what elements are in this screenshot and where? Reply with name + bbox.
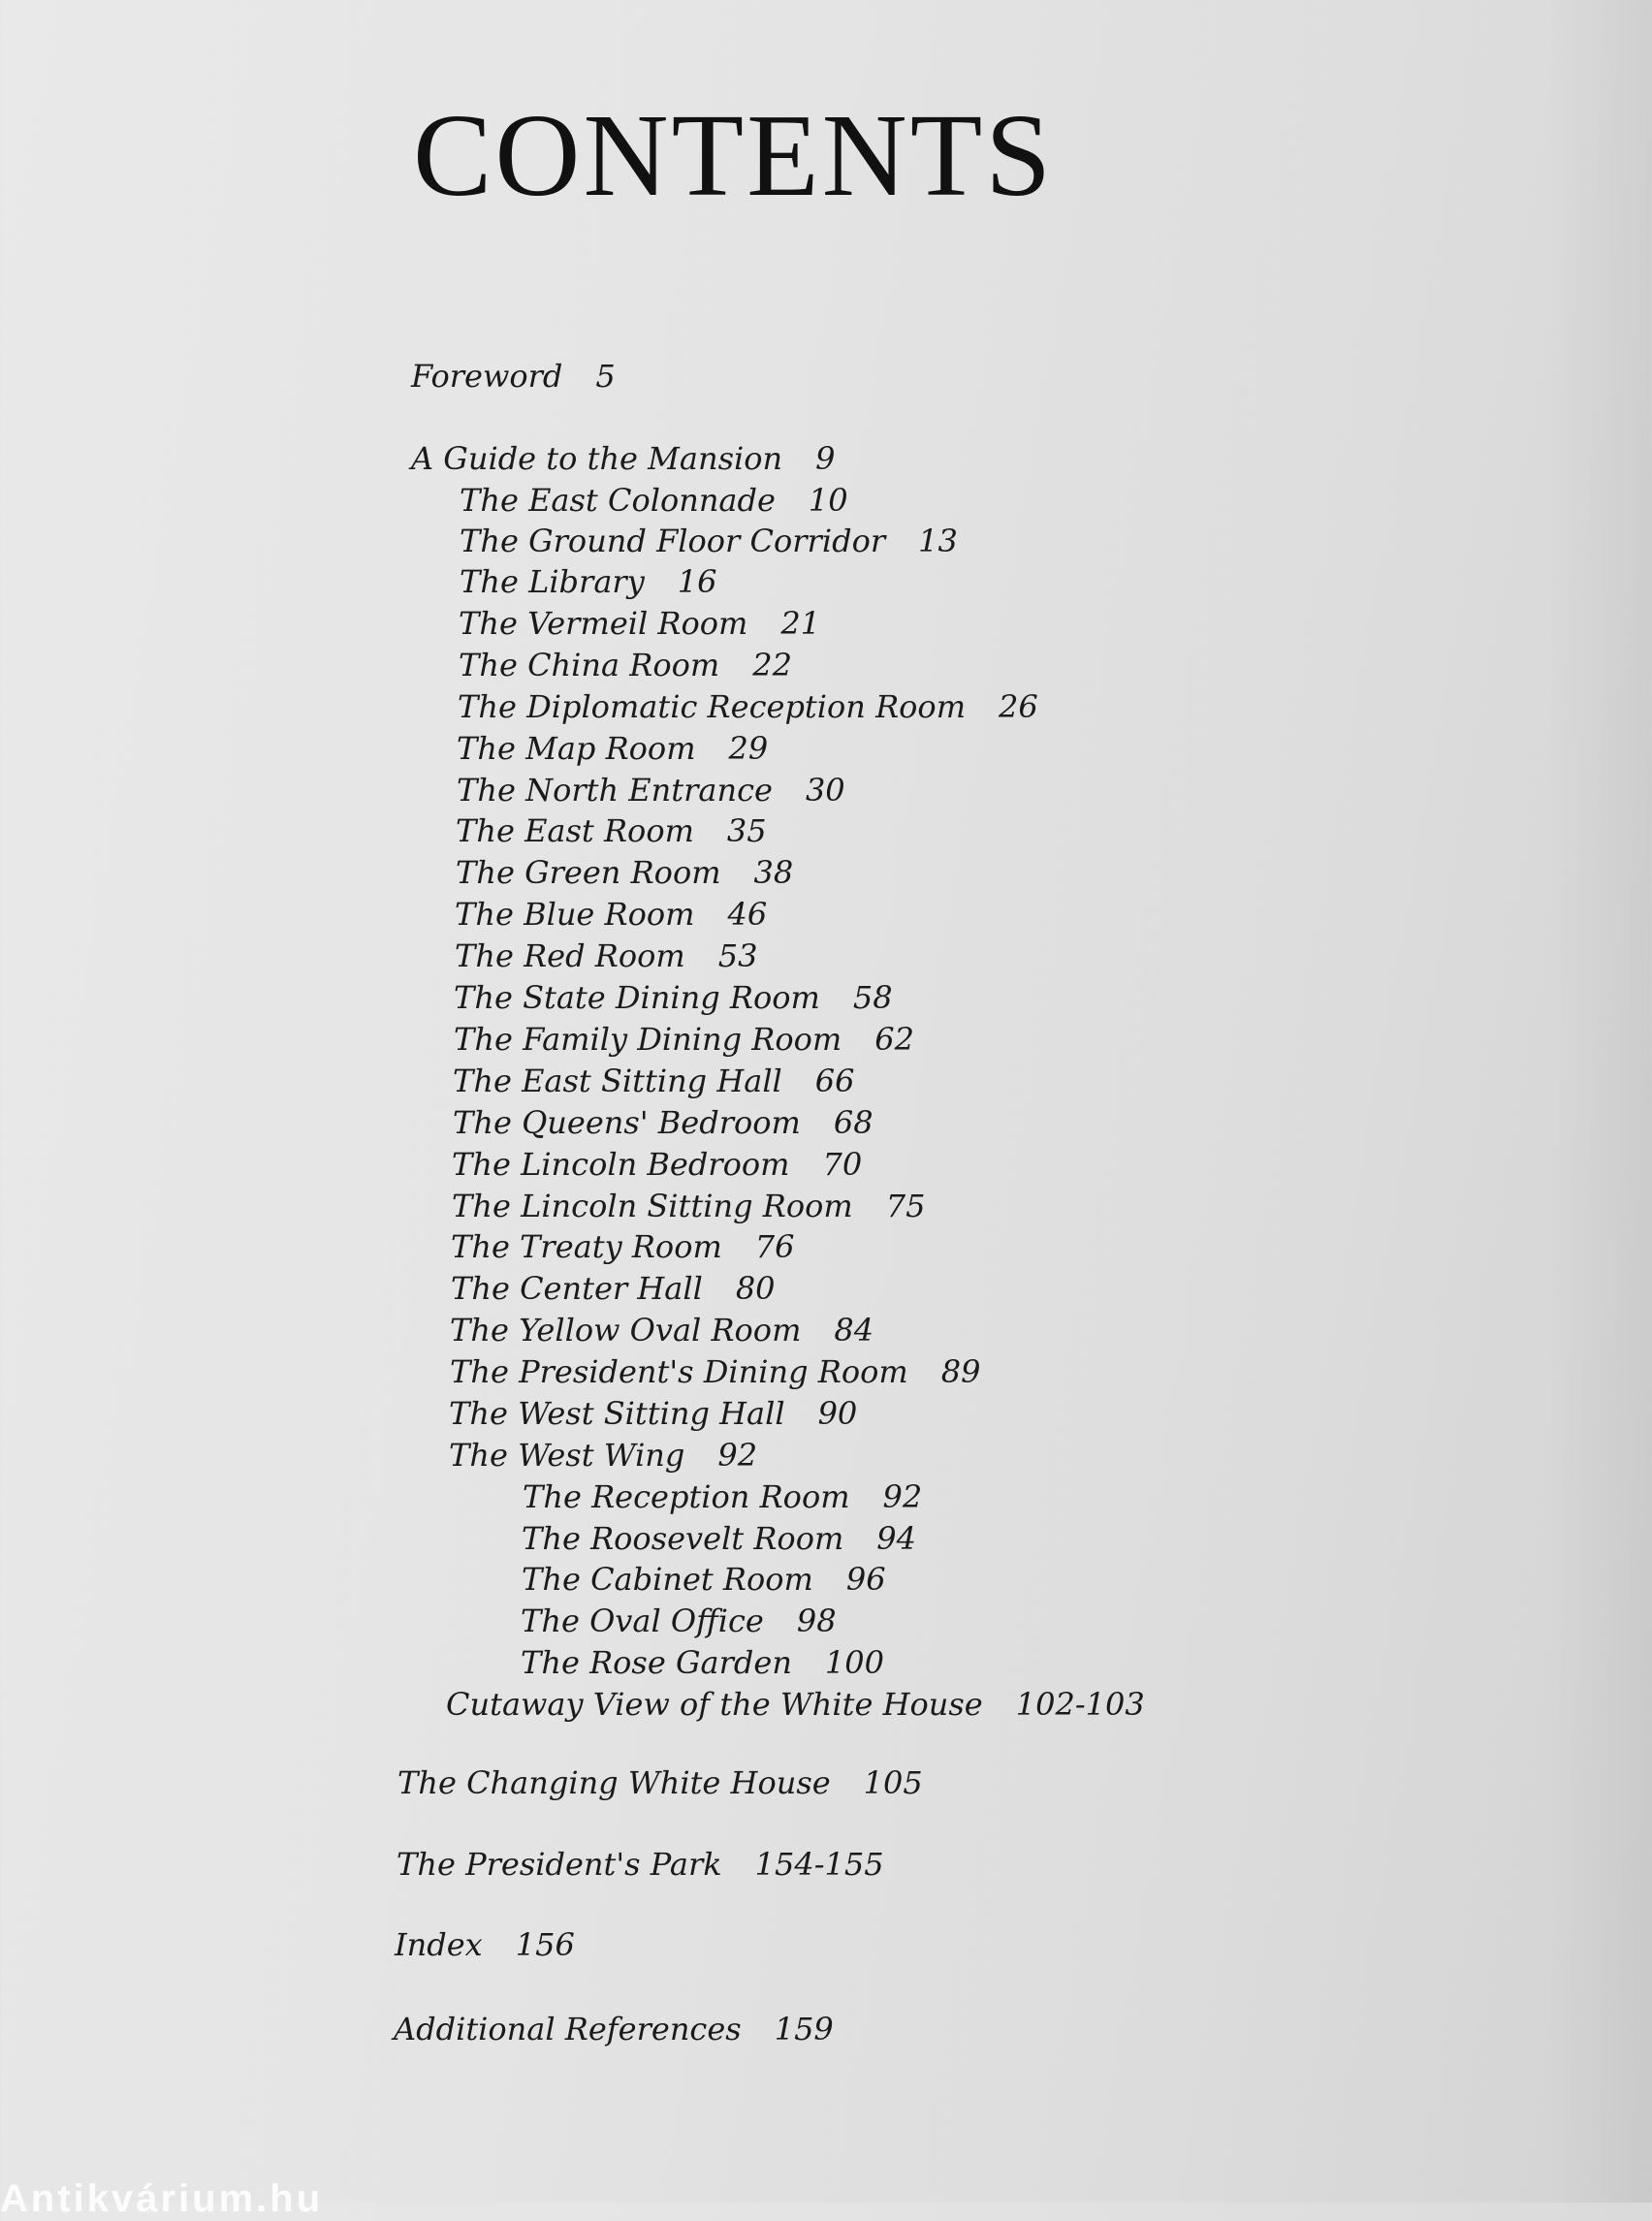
toc-entry-title: The State Dining Room xyxy=(454,979,820,1016)
toc-entry-title: The Map Room xyxy=(457,730,696,767)
page-title: CONTENTS xyxy=(413,90,1055,221)
toc-entry xyxy=(457,730,769,767)
toc-entry xyxy=(454,1021,914,1058)
toc-entry-page: 26 xyxy=(999,688,1038,725)
toc-entry xyxy=(450,1312,874,1348)
toc-entry xyxy=(522,1520,917,1557)
toc-entry-page: 80 xyxy=(735,1270,776,1307)
toc-entry-title: The East Colonnade xyxy=(460,482,776,519)
toc-entry-page: 16 xyxy=(677,563,717,600)
toc-entry-page: 154-155 xyxy=(754,1846,884,1883)
toc-entry-page: 68 xyxy=(833,1104,874,1141)
toc-entry xyxy=(452,1146,863,1183)
toc-entry-title: The Green Room xyxy=(456,854,721,891)
toc-entry-page: 9 xyxy=(815,440,836,477)
toc-entry xyxy=(451,1228,795,1265)
toc-entry xyxy=(446,1686,1145,1723)
toc-entry-title: Cutaway View of the White House xyxy=(446,1686,983,1723)
toc-entry-page: 22 xyxy=(752,647,792,683)
toc-entry xyxy=(458,688,1038,725)
toc-entry-page: 62 xyxy=(874,1021,914,1058)
toc-entry-page: 76 xyxy=(754,1228,795,1265)
toc-entry xyxy=(452,1190,925,1222)
toc-entry-title: Index xyxy=(395,1926,483,1963)
toc-entry xyxy=(450,1353,981,1390)
toc-entry-title: The Lincoln Sitting Room xyxy=(452,1188,853,1224)
toc-entry xyxy=(411,358,616,395)
toc-entry-page: 159 xyxy=(774,2011,834,2047)
toc-entry-title: The Lincoln Bedroom xyxy=(452,1146,790,1183)
toc-entry-title: The West Wing xyxy=(449,1437,685,1474)
toc-entry xyxy=(460,563,717,600)
watermark-text: Antikvárium.hu xyxy=(0,2177,324,2220)
toc-entry-title: The Queens' Bedroom xyxy=(453,1104,801,1141)
toc-entry-page: 105 xyxy=(863,1764,923,1801)
toc-entry-title: Foreword xyxy=(411,358,563,395)
toc-entry-page: 5 xyxy=(595,358,616,395)
toc-entry xyxy=(455,896,768,933)
toc-entry-page: 21 xyxy=(780,605,821,642)
toc-entry-title: The President's Park xyxy=(397,1846,722,1883)
toc-entry-page: 92 xyxy=(882,1478,923,1515)
toc-entry-title: The Cabinet Room xyxy=(522,1561,813,1598)
toc-entry-title: The East Sitting Hall xyxy=(453,1063,782,1099)
toc-entry-title: The Changing White House xyxy=(397,1764,831,1801)
toc-entry xyxy=(395,1926,575,1963)
toc-entry-title: The Reception Room xyxy=(523,1478,850,1515)
toc-entry-page: 102-103 xyxy=(1015,1686,1145,1723)
toc-entry-title: The Oval Office xyxy=(521,1602,764,1639)
toc-entry xyxy=(457,772,845,809)
toc-entry-page: 38 xyxy=(753,854,794,891)
toc-entry-page: 98 xyxy=(796,1602,837,1639)
toc-entry-title: The West Sitting Hall xyxy=(449,1395,785,1432)
toc-entry xyxy=(394,2011,834,2047)
toc-entry xyxy=(449,1395,858,1432)
toc-entry-title: The Blue Room xyxy=(455,896,695,933)
toc-entry-page: 75 xyxy=(885,1188,926,1224)
toc-entry xyxy=(451,1270,776,1307)
toc-entry-page: 89 xyxy=(940,1353,981,1390)
toc-entry xyxy=(459,647,792,683)
toc-entry-title: The Family Dining Room xyxy=(454,1021,842,1058)
toc-entry xyxy=(455,937,758,974)
toc-entry-page: 84 xyxy=(834,1312,874,1348)
toc-entry xyxy=(459,605,821,642)
toc-entry-page: 96 xyxy=(845,1561,886,1598)
toc-entry-title: The Rose Garden xyxy=(521,1644,792,1681)
toc-entry-title: Additional References xyxy=(394,2011,742,2047)
toc-entry xyxy=(460,482,848,519)
toc-entry xyxy=(454,979,893,1016)
toc-entry xyxy=(460,523,958,559)
toc-entry-title: A Guide to the Mansion xyxy=(411,440,783,477)
toc-entry xyxy=(522,1561,886,1598)
toc-entry xyxy=(456,812,767,849)
toc-entry-title: The President's Dining Room xyxy=(450,1353,908,1390)
toc-entry xyxy=(521,1644,884,1681)
toc-entry-title: The Yellow Oval Room xyxy=(450,1312,802,1348)
toc-entry-title: The East Room xyxy=(456,812,694,849)
toc-entry-page: 58 xyxy=(852,979,893,1016)
toc-entry-title: The North Entrance xyxy=(457,772,773,809)
toc-entry xyxy=(453,1104,874,1141)
toc-entry-title: The Library xyxy=(460,563,645,600)
toc-entry-page: 29 xyxy=(728,730,769,767)
toc-entry-page: 35 xyxy=(726,812,767,849)
toc-entry-page: 156 xyxy=(515,1926,575,1963)
toc-entry-page: 92 xyxy=(717,1437,758,1474)
toc-entry-page: 66 xyxy=(814,1063,855,1099)
toc-entry xyxy=(523,1478,923,1515)
toc-entry-title: The Ground Floor Corridor xyxy=(460,523,886,559)
toc-entry-page: 100 xyxy=(824,1644,884,1681)
toc-entry xyxy=(397,1846,884,1883)
toc-entry-page: 13 xyxy=(918,523,958,559)
toc-entry-title: The Diplomatic Reception Room xyxy=(458,688,967,725)
toc-entry xyxy=(456,854,794,891)
toc-entry-page: 70 xyxy=(822,1146,863,1183)
toc-entry-page: 30 xyxy=(805,772,845,809)
toc-entry-title: The Roosevelt Room xyxy=(522,1520,844,1557)
toc-entry-title: The Vermeil Room xyxy=(459,605,748,642)
toc-entry-page: 94 xyxy=(876,1520,917,1557)
toc-entry-title: The China Room xyxy=(459,647,720,683)
toc-entry-title: The Center Hall xyxy=(451,1270,703,1307)
toc-entry xyxy=(453,1063,855,1099)
toc-entry xyxy=(449,1437,758,1474)
toc-entry-page: 53 xyxy=(717,937,758,974)
toc-entry xyxy=(521,1602,837,1639)
toc-entry-page: 90 xyxy=(817,1395,858,1432)
toc-entry-page: 10 xyxy=(808,482,848,519)
toc-entry xyxy=(411,440,836,477)
toc-entry-page: 46 xyxy=(727,896,768,933)
toc-entry-title: The Red Room xyxy=(455,937,685,974)
toc-entry xyxy=(397,1764,923,1801)
toc-entry-title: The Treaty Room xyxy=(451,1228,722,1265)
